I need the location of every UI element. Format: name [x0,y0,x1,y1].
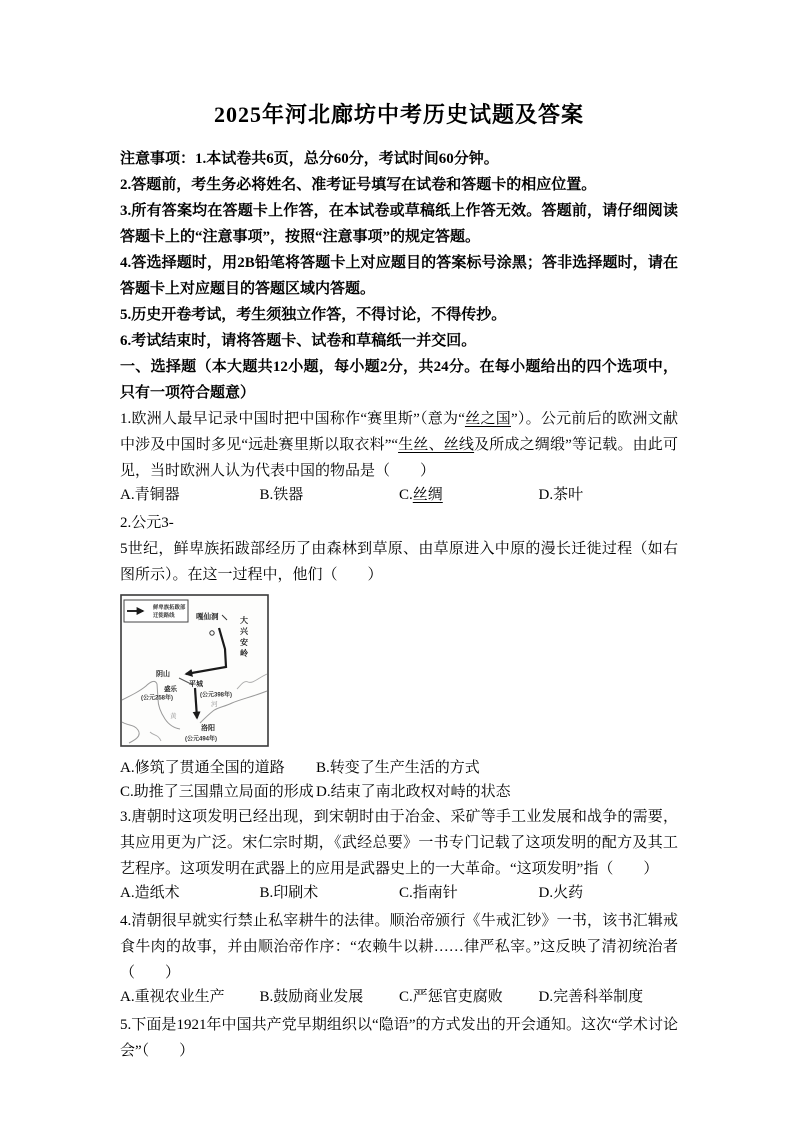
option-b: B.转变了生产生活的方式 [316,760,480,776]
map-label-gaxian-cave: 嘎仙洞 [196,612,219,621]
map-label-yinshan: 阴山 [156,671,170,678]
notice-line-5: 5.历史开卷考试，考生须独立作答，不得讨论，不得传抄。 [120,307,507,323]
option-a: A.青铜器 [120,487,180,503]
option-b: B.鼓励商业发展 [259,989,364,1005]
question-1-stem-part: 及所成之绸缎”等记载。由此可见，当时欧洲人认为代表中国的物品是（ ） [120,437,678,479]
map-label-river-char-huang: 黄 [170,713,177,720]
question-5-stem: 5.下面是1921年中国共产党早期组织以“隐语”的方式发出的开会通知。这次“学术讨论会”（ ） [120,1017,678,1059]
question-1-underline-silk-country: 丝之国 [464,411,511,427]
option-c: C.指南针 [399,885,458,901]
question-3-stem: 3.唐朝时这项发明已经出现，到宋朝时由于冶金、采矿等手工业发展和战争的需要，其应用更为广泛。宋仁宗时期，《武经总要》一书专门记载了这项发明的配方及其工艺程序。这项发明在武器上的应用是武器史上的一大革命。“这项发明”指（ ） [120,809,678,877]
option-b: B.铁器 [259,487,304,503]
question-3-options [120,883,678,904]
migration-map-figure [120,594,270,748]
map-label-luoyang-year: (公元494年) [185,736,218,743]
option-a: A.修筑了贯通全国的道路 [120,760,285,776]
notice-line-6: 6.考试结束时，请将答题卡、试卷和草稿纸一并交回。 [120,333,477,349]
map-label-pingcheng-year: (公元398年) [200,692,233,699]
option-c-label: C. [399,487,413,503]
option-c: C.严惩官吏腐败 [399,989,503,1005]
notice-line-1: 注意事项：1.本试卷共6页，总分60分，考试时间60分钟。 [120,151,499,167]
map-label-shengle-year: (公元258年) [141,695,174,702]
option-d: D.火药 [538,885,584,901]
map-label-river-char-he: 河 [211,701,218,708]
option-c-underlined-text: 丝绸 [412,487,443,503]
question-1-options [120,485,678,506]
document-content [120,98,678,1064]
option-d: D.结束了南北政权对峙的状态 [316,784,511,800]
option-b: B.印刷术 [259,885,319,901]
xianbei-migration-map [120,594,270,748]
map-label-luoyang: 洛阳 [201,725,215,732]
question-2-options-row-2 [120,780,678,804]
question-1-stem-part: 1.欧洲人最早记录中国时把中国称作“赛里斯”（意为“ [120,411,465,427]
option-d: D.茶叶 [538,487,584,503]
notice-line-3: 3.所有答案均在答题卡上作答，在本试卷或草稿纸上作答无效。答题前，请仔细阅读答题卡上的“注意事项”，按照“注意事项”的规定答题。 [120,203,678,245]
option-c [399,485,539,506]
question-2-stem-body: 5世纪，鲜卑族拓跋部经历了由森林到草原、由草原进入中原的漫长迁徙过程（如右图所示）。在这一过程中，他们（ ） [120,541,678,583]
question-1-underline-raw-silk: 生丝、丝线 [398,437,475,453]
map-label-shengle: 盛乐 [164,686,177,693]
map-label-pingcheng: 平城 [189,681,203,688]
legend-text-line-1: 鲜卑族拓跋部 [153,605,186,611]
option-d: D.完善科举制度 [538,989,644,1005]
page-title: 2025年河北廊坊中考历史试题及答案 [213,102,584,127]
question-2-options-row-1 [120,756,678,780]
option-a: A.重视农业生产 [120,989,225,1005]
map-label-daxinganling: 大兴安岭 [239,616,249,660]
option-c: C.助推了三国鼎立局面的形成 [120,784,314,800]
question-1-stem [120,406,678,484]
question-4-stem: 4.清朝很早就实行禁止私宰耕牛的法律。顺治帝颁行《牛戒汇钞》一书，该书汇辑戒食牛肉的故事，并由顺治帝作序：“农赖牛以耕……律严私宰。”这反映了清初统治者（ ） [120,913,678,981]
notice-line-2: 2.答题前，考生务必将姓名、准考证号填写在试卷和答题卡的相应位置。 [120,177,597,193]
question-2-stem-line-1: 2.公元3- [120,515,174,531]
notice-line-4: 4.答选择题时，用2B铅笔将答题卡上对应题目的答案标号涂黑；答非选择题时，请在答题卡上对应题目的答题区域内答题。 [120,255,678,297]
option-a: A.造纸术 [120,885,180,901]
legend-text-line-2: 迁徙路线 [153,613,175,619]
question-1-stem-part: ”）。公元前后的欧洲文献中涉及中国时多见“远赴赛里斯以取衣料”“ [120,411,678,453]
section-header: 一、选择题（本大题共12小题，每小题2分，共24分。在每小题给出的四个选项中，只有一项符合题意） [120,359,678,401]
question-4-options [120,987,678,1008]
